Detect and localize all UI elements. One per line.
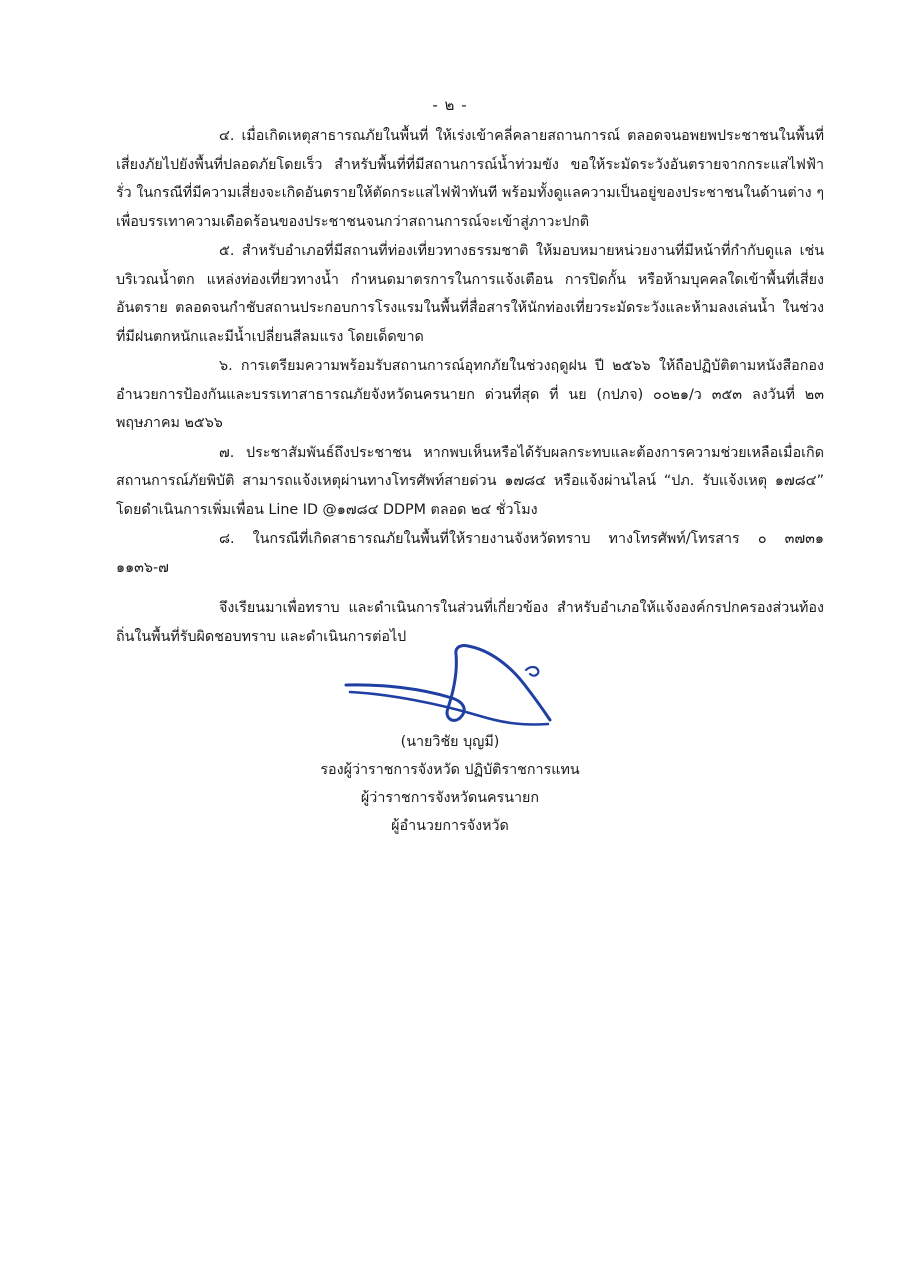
closing-paragraph: จึงเรียนมาเพื่อทราบ และดำเนินการในส่วนที่เกี่ยวข้อง สำหรับอำเภอให้แจ้งองค์กรปกครองส่วนท้องถิ่นในพื้นที่รับผิดชอบทราบ และดำเนินการต่อไป [116,600,824,645]
paragraph-item-7: ๗. ประชาสัมพันธ์ถึงประชาชน หากพบเห็นหรือได้รับผลกระทบและต้องการความช่วยเหลือเมื่อเกิดสถานการณ์ภัยพิบัติ สามารถแจ้งเหตุผ่านทางโทรศัพท์สายด่วน ๑๗๘๔ หรือแจ้งผ่านไลน์ “ปภ. รับแจ้งเหตุ ๑๗๘๔” โดยดำเนินการเพิ่มเพื่อน Line ID @๑๗๘๔ DDPM ตลอด ๒๔ ชั่วโมง [116,444,824,518]
signatory-position-1: รองผู้ว่าราชการจังหวัด ปฏิบัติราชการแทน [320,762,580,778]
signatory-position-3: ผู้อำนวยการจังหวัด [391,818,509,834]
signatory-position-2: ผู้ว่าราชการจังหวัดนครนายก [360,790,540,806]
paragraph-item-6: ๖. การเตรียมความพร้อมรับสถานการณ์อุทกภัยในช่วงฤดูฝน ปี ๒๕๖๖ ให้ถือปฏิบัติตามหนังสือกองอำนวยการป้องกันและบรรเทาสาธารณภัยจังหวัดนครนายก ด่วนที่สุด ที่ นย (กปภจ) ๐๐๒๑/ว ๓๕๓ ลงวันที่ ๒๓ พฤษภาคม ๒๕๖๖ [116,358,824,431]
paragraph-item-4: ๔. เมื่อเกิดเหตุสาธารณภัยในพื้นที่ ให้เร่งเข้าคลี่คลายสถานการณ์ ตลอดจนอพยพประชาชนในพื้นที่เสี่ยงภัยไปยังพื้นที่ปลอดภัยโดยเร็ว สำหรับพื้นที่ที่มีสถานการณ์น้ำท่วมขัง ขอให้ระมัดระวังอันตรายจากกระแสไฟฟ้ารั่ว ในกรณีที่มีความเสี่ยงจะเกิดอันตรายให้ตัดกระแสไฟฟ้าทันที พร้อมทั้งดูแลความเป็นอยู่ของประชาชนในด้านต่าง ๆ เพื่อบรรเทาความเดือดร้อนของประชาชนจนกว่าสถานการณ์จะเข้าสู่ภาวะปกติ [116,128,824,230]
signatory-name: (นายวิชัย บุญมี) [400,734,500,750]
page-number: - ๒ - [432,96,468,114]
signature-icon [340,640,560,730]
paragraph-item-5: ๕. สำหรับอำเภอที่มีสถานที่ท่องเที่ยวทางธรรมชาติ ให้มอบหมายหน่วยงานที่มีหน้าที่กำกับดูแล เช่น บริเวณน้ำตก แหล่งท่องเที่ยวทางน้ำ กำหนดมาตรการในการแจ้งเตือน การปิดกั้น หรือห้ามบุคคลใดเข้าพื้นที่เสี่ยงอันตราย ตลอดจนกำชับสถานประกอบการโรงแรมในพื้นที่สื่อสารให้นักท่องเที่ยวระมัดระวังและห้ามลงเล่นน้ำ ในช่วงที่มีฝนตกหนักและมีน้ำเปลี่ยนสีลมแรง โดยเด็ดขาด [116,243,824,345]
paragraph-item-8: ๘. ในกรณีที่เกิดสาธารณภัยในพื้นที่ให้รายงานจังหวัดทราบ ทางโทรศัพท์/โทรสาร ๐ ๓๗๓๑ ๑๑๓๖-๗ [116,531,824,576]
signature-block [300,728,600,840]
letter-body [116,122,824,652]
